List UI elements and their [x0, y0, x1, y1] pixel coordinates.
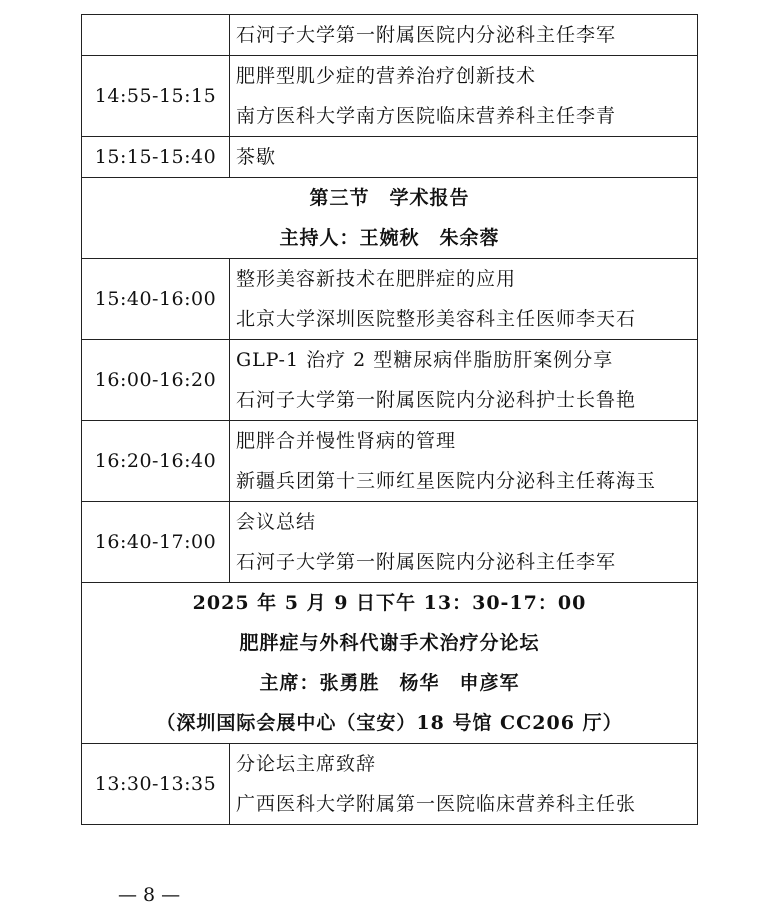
- time-cell: 16:40-17:00: [82, 502, 230, 583]
- table-row: [82, 340, 698, 421]
- topic-title: 整形美容新技术在肥胖症的应用: [236, 268, 517, 290]
- topic-title: 分论坛主席致辞: [236, 753, 377, 775]
- topic-title: 肥胖合并慢性肾病的管理: [236, 430, 457, 452]
- time-cell: 14:55-15:15: [82, 56, 230, 137]
- table-row: [82, 502, 698, 583]
- section-header-cell: [82, 178, 698, 259]
- speaker-line: 石河子大学第一附属医院内分泌科护士长鲁艳: [236, 389, 637, 411]
- time-cell: 13:30-13:35: [82, 744, 230, 825]
- time-cell: 16:00-16:20: [82, 340, 230, 421]
- forum-chairs: 主席：张勇胜 杨华 申彦军: [259, 672, 520, 694]
- section-row: [82, 583, 698, 744]
- section-header-cell: [82, 583, 698, 744]
- table-row: [82, 137, 698, 178]
- table-row: [82, 15, 698, 56]
- table-row: [82, 259, 698, 340]
- topic-cell: [230, 137, 698, 178]
- topic-cell: [230, 259, 698, 340]
- topic-title: 肥胖型肌少症的营养治疗创新技术: [236, 65, 537, 87]
- section-title: 第三节 学术报告: [309, 187, 470, 209]
- time-cell: 15:40-16:00: [82, 259, 230, 340]
- section-host: 主持人：王婉秋 朱余蓉: [279, 227, 500, 249]
- time-cell: 16:20-16:40: [82, 421, 230, 502]
- page-number: — 8 —: [118, 884, 181, 906]
- session-datetime: 2025 年 5 月 9 日下午 13：30-17：00: [192, 592, 587, 614]
- time-cell: [82, 15, 230, 56]
- time-cell: 15:15-15:40: [82, 137, 230, 178]
- table-row: [82, 421, 698, 502]
- topic-cell: [230, 340, 698, 421]
- forum-venue: （深圳国际会展中心（宝安）18 号馆 CC206 厅）: [156, 712, 623, 734]
- topic-cell: [230, 56, 698, 137]
- topic-cell: [230, 421, 698, 502]
- speaker-line: 南方医科大学南方医院临床营养科主任李青: [236, 105, 617, 127]
- topic-cell: [230, 502, 698, 583]
- topic-title: 会议总结: [236, 511, 317, 533]
- topic-title: GLP-1 治疗 2 型糖尿病伴脂肪肝案例分享: [236, 349, 614, 371]
- speaker-line: 广西医科大学附属第一医院临床营养科主任张: [236, 793, 637, 815]
- topic-cell: [230, 15, 698, 56]
- topic-title: 茶歇: [236, 146, 277, 168]
- schedule-table: [81, 14, 698, 825]
- speaker-line: 石河子大学第一附属医院内分泌科主任李军: [236, 551, 617, 573]
- table-row: [82, 56, 698, 137]
- table-row: [82, 744, 698, 825]
- speaker-line: 石河子大学第一附属医院内分泌科主任李军: [236, 24, 617, 46]
- forum-title: 肥胖症与外科代谢手术治疗分论坛: [239, 632, 540, 654]
- topic-cell: [230, 744, 698, 825]
- speaker-line: 新疆兵团第十三师红星医院内分泌科主任蒋海玉: [236, 470, 657, 492]
- speaker-line: 北京大学深圳医院整形美容科主任医师李天石: [236, 308, 637, 330]
- section-row: [82, 178, 698, 259]
